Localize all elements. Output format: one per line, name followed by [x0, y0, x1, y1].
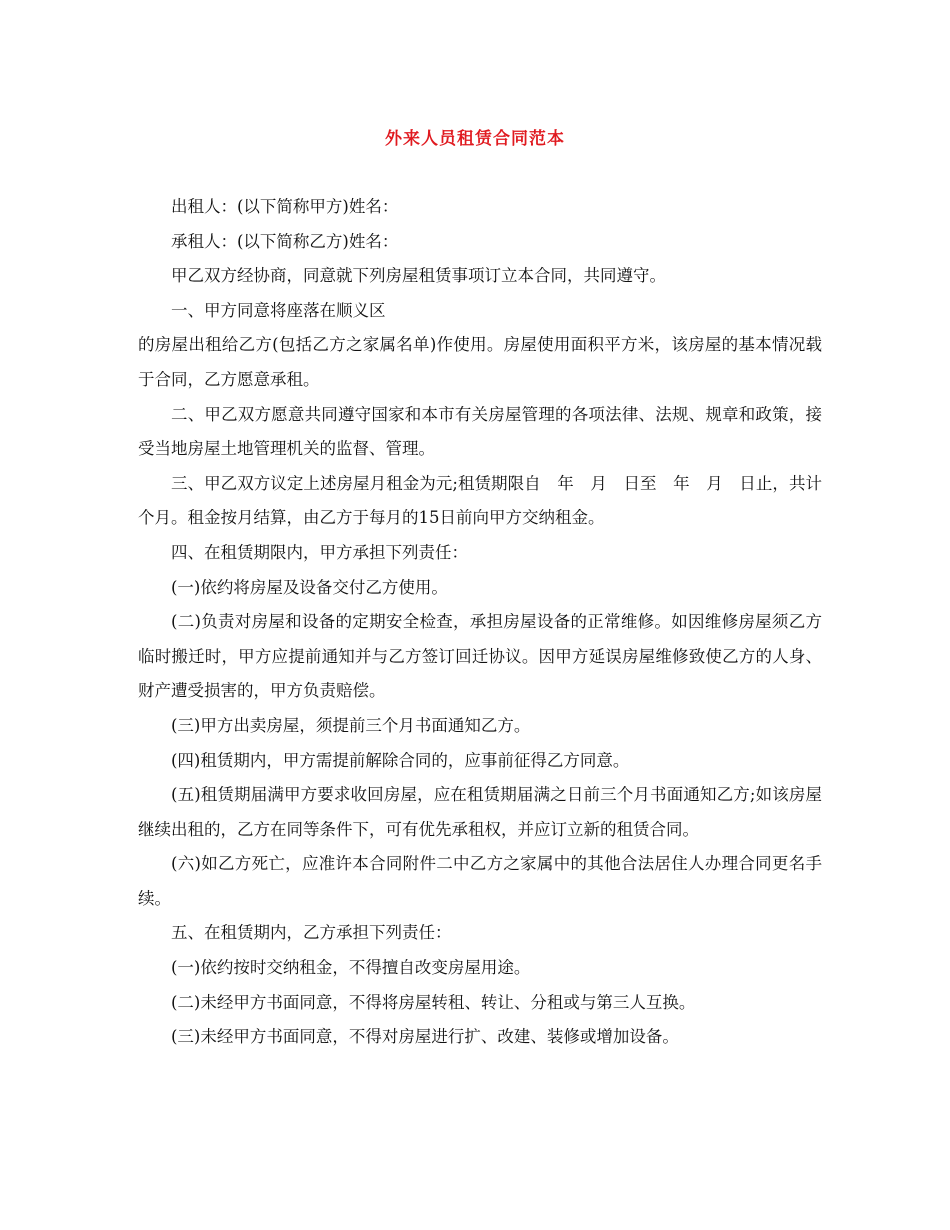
paragraph: 三、甲乙双方议定上述房屋月租金为元;租赁期限自 年 月 日至 年 月 日止，共计 个月。租金按月结算，由乙方于每月的15日前向甲方交纳租金。: [138, 473, 839, 528]
paragraph: (一)依约按时交纳租金，不得擅自改变房屋用途。: [171, 958, 531, 978]
paragraph: 甲乙双方经协商，同意就下列房屋租赁事项订立本合同，共同遵守。: [171, 266, 666, 286]
paragraph: 承租人：(以下简称乙方)姓名：: [171, 231, 399, 251]
paragraph: 出租人：(以下简称甲方)姓名：: [171, 197, 399, 216]
paragraph: (五)租赁期届满甲方要求收回房屋，应在租赁期届满之日前三个月书面通知乙方;如该房屋继续出租的，乙方在同等条件下，可有优先承租权，并应订立新的租赁合同。: [138, 785, 822, 839]
paragraph: (二)负责对房屋和设备的定期安全检查，承担房屋设备的正常维修。如因维修房屋须乙方临时搬迁时，甲方应提前通知并与乙方签订回迁协议。因甲方延误房屋维修致使乙方的人身、财产遭受损害的，甲方负责赔偿。: [138, 612, 822, 701]
paragraph: (三)未经甲方书面同意，不得对房屋进行扩、改建、装修或增加设备。: [171, 1027, 679, 1047]
paragraph: 一、甲方同意将座落在顺义区: [171, 300, 386, 320]
paragraph-continuation: 的房屋出租给乙方(包括乙方之家属名单)作使用。房屋使用面积平方米，该房屋的基本情况载于合同，乙方愿意承租。: [138, 335, 822, 389]
paragraph: 四、在租赁期限内，甲方承担下列责任：: [171, 542, 468, 562]
paragraph: (三)甲方出卖房屋，须提前三个月书面通知乙方。: [171, 715, 531, 735]
paragraph: (六)如乙方死亡，应准许本合同附件二中乙方之家属中的其他合法居住人办理合同更名手续。: [138, 854, 822, 908]
document-title: 外来人员租赁合同范本: [385, 129, 565, 149]
paragraph: 五、在租赁期内，乙方承担下列责任：: [171, 923, 452, 943]
paragraph: (二)未经甲方书面同意，不得将房屋转租、转让、分租或与第三人互换。: [171, 992, 696, 1012]
paragraph: (一)依约将房屋及设备交付乙方使用。: [171, 577, 448, 597]
paragraph: (四)租赁期内，甲方需提前解除合同的，应事前征得乙方同意。: [171, 750, 630, 770]
paragraph: 二、甲乙双方愿意共同遵守国家和本市有关房屋管理的各项法律、法规、规章和政策，接受当地房屋土地管理机关的监督、管理。: [138, 404, 822, 459]
document-body: [138, 190, 839, 1055]
